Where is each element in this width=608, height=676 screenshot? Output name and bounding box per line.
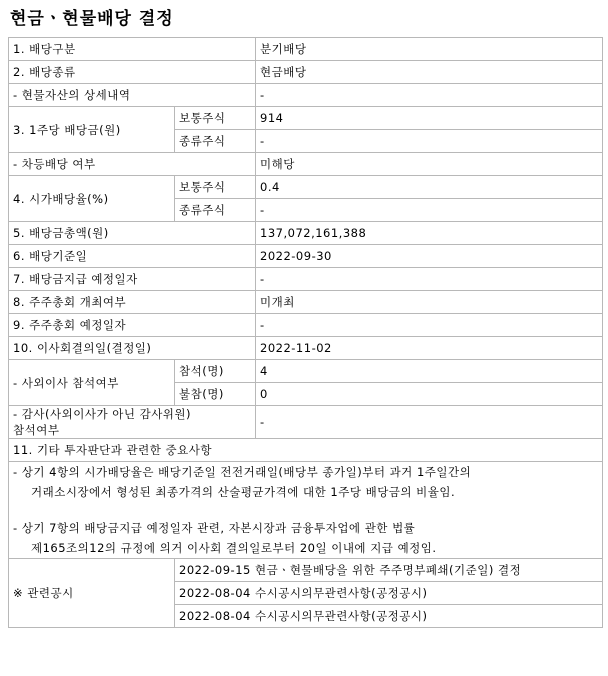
related-link[interactable]: 2022-09-15 현금ㆍ현물배당을 위한 주주명부폐쇄(기준일) 결정	[175, 559, 603, 582]
table-row	[9, 291, 603, 314]
notes-cell	[9, 462, 603, 559]
section-header: 11. 기타 투자판단과 관련한 중요사항	[9, 439, 603, 462]
row-sublabel: 보통주식	[175, 176, 256, 199]
table-row	[9, 153, 603, 176]
table-row	[9, 176, 603, 199]
row-value: -	[256, 130, 603, 153]
row-value: -	[256, 314, 603, 337]
row-value: 0.4	[256, 176, 603, 199]
row-label: - 차등배당 여부	[9, 153, 256, 176]
related-link[interactable]: 2022-08-04 수시공시의무관련사항(공정공시)	[175, 605, 603, 628]
table-row	[9, 337, 603, 360]
table-row	[9, 406, 603, 439]
table-row	[9, 462, 603, 559]
note-text: 제165조의12의 규정에 의거 이사회 결의일로부터 20일 이내에 지급 예정임.	[31, 541, 437, 555]
row-label: 1. 배당구분	[9, 38, 256, 61]
row-value: 2022-11-02	[256, 337, 603, 360]
note-text: - 상기 7항의 배당금지급 예정일자 관련, 자본시장과 금융투자업에 관한 법률	[13, 521, 416, 535]
row-sublabel: 종류주식	[175, 130, 256, 153]
row-value: 4	[256, 360, 603, 383]
row-value: 현금배당	[256, 61, 603, 84]
related-link[interactable]: 2022-08-04 수시공시의무관련사항(공정공시)	[175, 582, 603, 605]
dividend-table	[8, 37, 603, 628]
row-label: 8. 주주총회 개최여부	[9, 291, 256, 314]
table-row	[9, 268, 603, 291]
row-label-line: - 감사(사외이사가 아닌 감사위원)	[13, 407, 192, 421]
row-sublabel: 참석(명)	[175, 360, 256, 383]
table-row	[9, 360, 603, 383]
row-value: 미해당	[256, 153, 603, 176]
row-value: 2022-09-30	[256, 245, 603, 268]
row-label: 6. 배당기준일	[9, 245, 256, 268]
table-row	[9, 84, 603, 107]
row-label: 4. 시가배당율(%)	[9, 176, 175, 222]
table-row	[9, 222, 603, 245]
row-value: 914	[256, 107, 603, 130]
row-label: 5. 배당금총액(원)	[9, 222, 256, 245]
row-label-line: 참석여부	[13, 423, 60, 437]
note-text: - 상기 4항의 시가배당율은 배당기준일 전전거래일(배당부 종가일)부터 과거 1주일간의	[13, 465, 472, 479]
row-label: 3. 1주당 배당금(원)	[9, 107, 175, 153]
row-label	[9, 406, 256, 439]
row-value: -	[256, 268, 603, 291]
row-value: -	[256, 199, 603, 222]
row-sublabel: 보통주식	[175, 107, 256, 130]
row-value: -	[256, 406, 603, 439]
row-value: 분기배당	[256, 38, 603, 61]
row-label: - 사외이사 참석여부	[9, 360, 175, 406]
table-row	[9, 245, 603, 268]
related-label: ※ 관련공시	[9, 559, 175, 628]
table-row	[9, 38, 603, 61]
table-row	[9, 439, 603, 462]
table-row	[9, 61, 603, 84]
row-value: -	[256, 84, 603, 107]
table-row	[9, 559, 603, 582]
row-value: 미개최	[256, 291, 603, 314]
row-sublabel: 종류주식	[175, 199, 256, 222]
row-sublabel: 불참(명)	[175, 383, 256, 406]
row-label: 2. 배당종류	[9, 61, 256, 84]
row-label: 10. 이사회결의일(결정일)	[9, 337, 256, 360]
row-label: 7. 배당금지급 예정일자	[9, 268, 256, 291]
row-value: 137,072,161,388	[256, 222, 603, 245]
note-text: 거래소시장에서 형성된 최종가격의 산술평균가격에 대한 1주당 배당금의 비율임.	[31, 485, 456, 499]
row-label: - 현물자산의 상세내역	[9, 84, 256, 107]
table-row	[9, 107, 603, 130]
table-row	[9, 314, 603, 337]
row-value: 0	[256, 383, 603, 406]
row-label: 9. 주주총회 예정일자	[9, 314, 256, 337]
page-title: 현금ㆍ현물배당 결정	[10, 9, 174, 29]
